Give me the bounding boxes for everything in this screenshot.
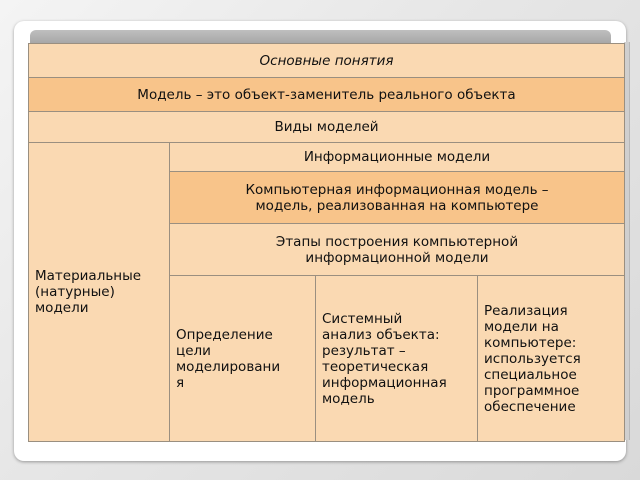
stage-1-text: Определение цели моделировани я bbox=[176, 326, 281, 391]
computer-model-definition: Компьютерная информационная модель – модель, реализованная на компьютере bbox=[245, 181, 549, 214]
info-models-row bbox=[169, 142, 625, 172]
stage-2-text: Системный анализ объекта: результат – теоретическая информационная модель bbox=[322, 310, 447, 407]
stage-cell-3 bbox=[477, 275, 625, 442]
material-models-label: Материальные (натурные) модели bbox=[35, 268, 142, 316]
table-title: Основные понятия bbox=[259, 52, 394, 69]
title-row bbox=[28, 43, 625, 78]
stage-3-text: Реализация модели на компьютере: используется специальное программное обеспечение bbox=[484, 302, 581, 415]
model-definition: Модель – это объект-заменитель реального объекта bbox=[137, 86, 516, 103]
stage-cell-2 bbox=[315, 275, 478, 442]
material-models-cell bbox=[28, 142, 170, 442]
types-header: Виды моделей bbox=[274, 119, 379, 135]
stages-header-row bbox=[169, 223, 625, 276]
computer-model-row bbox=[169, 171, 625, 224]
slide-top-bar bbox=[30, 30, 611, 43]
types-header-row bbox=[28, 111, 625, 143]
info-models-label: Информационные модели bbox=[303, 149, 491, 165]
definition-row bbox=[28, 77, 625, 112]
stages-header: Этапы построения компьютерной информационной модели bbox=[275, 233, 519, 266]
stage-cell-1 bbox=[169, 275, 316, 442]
